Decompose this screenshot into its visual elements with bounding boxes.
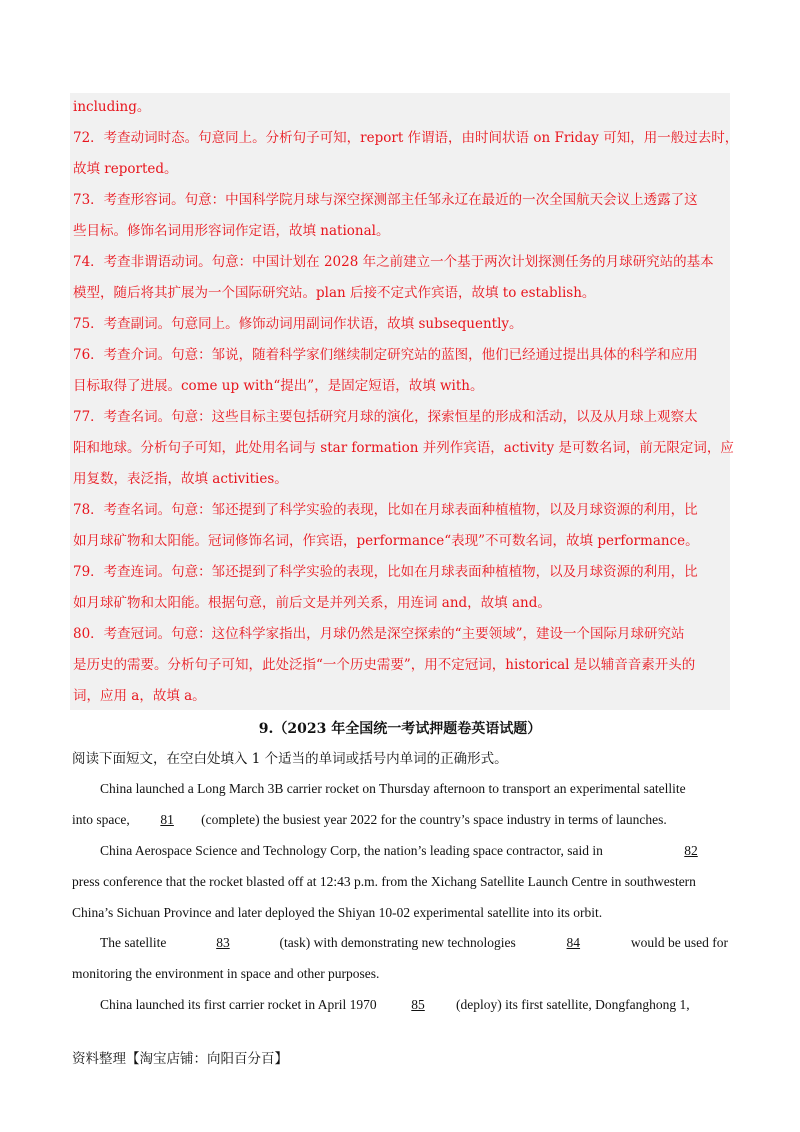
answer-line: 些目标。修饰名词用形容词作定语，故填 national。 <box>73 223 390 239</box>
answer-line: 模型，随后将其扩展为一个国际研究站。plan 后接不定式作宾语，故填 to establish。 <box>73 285 596 301</box>
answer-line: 如月球矿物和太阳能。冠词修饰名词，作宾语，performance“表现”不可数名词，故填 performance。 <box>73 533 699 549</box>
blank-84[interactable]: 84 <box>566 935 581 950</box>
answer-line: 72．考查动词时态。句意同上。分析句子可知，report 作谓语，由时间状语 on Friday 可知，用一般过去时， <box>73 130 739 146</box>
passage-line <box>72 810 667 830</box>
answer-line: 80．考查冠词。句意：这位科学家指出，月球仍然是深空探索的“主要领域”，建设一个国际月球研究站 <box>73 626 685 642</box>
answer-line: 75．考查副词。句意同上。修饰动词用副词作状语，故填 subsequently。 <box>73 316 523 332</box>
passage-text: (complete) the busiest year 2022 for the country’s space industry in terms of launches. <box>201 812 667 827</box>
answer-line: 是历史的需要。分析句子可知，此处泛指“一个历史需要”，用不定冠词，historical 是以辅音音素开头的 <box>73 657 696 673</box>
passage-line: China launched a Long March 3B carrier rocket on Thursday afternoon to transport an experimental satellite <box>100 781 686 796</box>
passage-text: into space, <box>72 812 134 827</box>
answer-line: 74．考查非谓语动词。句意：中国计划在 2028 年之前建立一个基于两次计划探测任务的月球研究站的基本 <box>73 254 714 270</box>
answer-line: 73．考查形容词。句意：中国科学院月球与深空探测部主任邹永辽在最近的一次全国航天会议上透露了这 <box>73 192 698 208</box>
answer-line: 79．考查连词。句意：邹还提到了科学实验的表现，比如在月球表面种植植物，以及月球资源的利用，比 <box>73 564 698 580</box>
passage-line: press conference that the rocket blasted off at 12:43 p.m. from the Xichang Satellite Launch Centre in southwestern <box>72 874 696 889</box>
blank-85[interactable]: 85 <box>411 997 425 1012</box>
answer-line: 词，应用 a，故填 a。 <box>73 688 206 704</box>
passage-line <box>100 933 728 953</box>
answer-line: 如月球矿物和太阳能。根据句意，前后文是并列关系，用连词 and，故填 and。 <box>73 595 551 611</box>
passage-text: China Aerospace Science and Technology Corp, the nation’s leading space contractor, said in <box>100 843 603 858</box>
question-instruction: 阅读下面短文，在空白处填入 1 个适当的单词或括号内单词的正确形式。 <box>72 751 508 767</box>
passage-text: (deploy) its first satellite, Dongfanghong 1, <box>456 997 690 1012</box>
passage-line <box>100 841 730 861</box>
blank-82[interactable]: 82 <box>684 843 698 858</box>
passage-text: China launched its first carrier rocket in April 1970 <box>100 997 381 1012</box>
passage-text: (task) with demonstrating new technologies <box>279 935 516 950</box>
answer-line: 78．考查名词。句意：邹还提到了科学实验的表现，比如在月球表面种植植物，以及月球资源的利用，比 <box>73 502 698 518</box>
page-footer: 资料整理【淘宝店铺：向阳百分百】 <box>72 1051 288 1067</box>
answer-line: 阳和地球。分析句子可知，此处用名词与 star formation 并列作宾语，activity 是可数名词，前无限定词，应 <box>73 440 734 456</box>
answer-explanations <box>70 93 739 710</box>
passage-text: The satellite <box>100 935 167 950</box>
passage-line: China’s Sichuan Province and later deployed the Shiyan 10-02 experimental satellite into its orbit. <box>72 905 603 920</box>
question-title: 9.（2023 年全国统一考试押题卷英语试题） <box>258 721 542 737</box>
passage-line <box>100 995 690 1015</box>
passage-text: would be used for <box>630 935 728 950</box>
blank-81[interactable]: 81 <box>160 812 174 827</box>
answer-line: 76．考查介词。句意：邹说，随着科学家们继续制定研究站的蓝图，他们已经通过提出具体的科学和应用 <box>73 347 698 363</box>
answer-line: 故填 reported。 <box>73 161 178 177</box>
answer-line: 用复数，表泛指，故填 activities。 <box>73 471 288 487</box>
blank-83[interactable]: 83 <box>216 935 230 950</box>
answer-line: 77．考查名词。句意：这些目标主要包括研究月球的演化，探索恒星的形成和活动，以及从月球上观察太 <box>73 409 698 425</box>
passage-line: monitoring the environment in space and other purposes. <box>72 966 380 981</box>
answer-line: including。 <box>73 99 151 115</box>
answer-line: 目标取得了进展。come up with“提出”，是固定短语，故填 with。 <box>73 378 484 394</box>
